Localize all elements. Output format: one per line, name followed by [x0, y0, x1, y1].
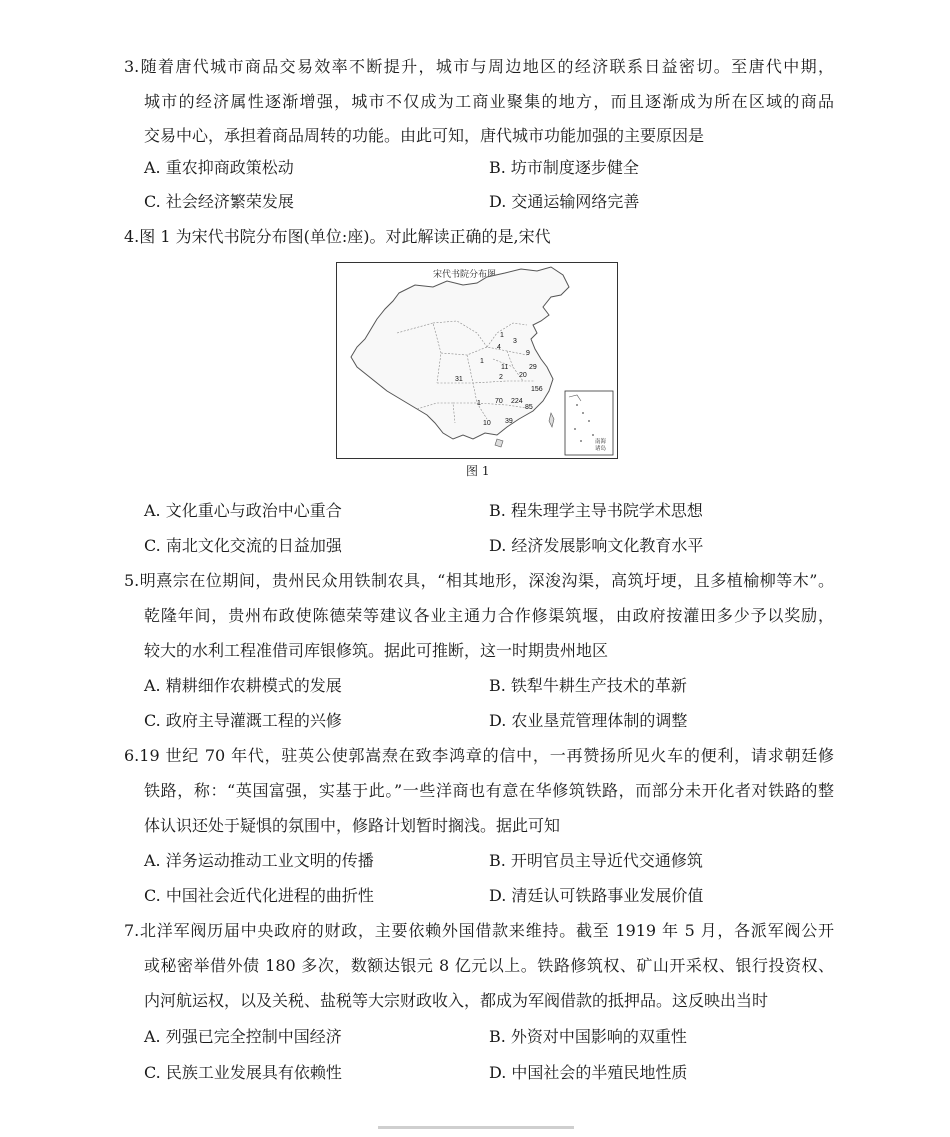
region-value: 39 — [505, 418, 513, 425]
question-4-option-b: B. 程朱理学主导书院学术思想 — [489, 501, 703, 520]
question-4-option-c: C. 南北文化交流的日益加强 — [144, 536, 342, 555]
question-7-option-b: B. 外资对中国影响的双重性 — [489, 1027, 687, 1046]
region-value: 1 — [477, 400, 481, 407]
region-value: 1 — [500, 332, 504, 339]
question-5-option-b: B. 铁犁牛耕生产技术的革新 — [489, 676, 687, 695]
question-6-option-a: A. 洋务运动推动工业文明的传播 — [144, 851, 374, 870]
question-6-option-d: D. 清廷认可铁路事业发展价值 — [489, 886, 704, 905]
region-value: 3 — [513, 338, 517, 345]
page-footer-mark — [378, 1126, 574, 1129]
question-4-stem-line-1: 4.图 1 为宋代书院分布图(单位:座)。对此解读正确的是,宋代 — [124, 227, 551, 246]
question-5-option-d: D. 农业垦荒管理体制的调整 — [489, 711, 688, 730]
region-value: 4 — [497, 344, 501, 351]
question-5-option-c: C. 政府主导灌溉工程的兴修 — [144, 711, 342, 730]
region-value: 29 — [529, 364, 537, 371]
china-map-figure — [337, 263, 617, 458]
question-5-stem-line-3: 较大的水利工程准借司库银修筑。据此可推断，这一时期贵州地区 — [144, 641, 609, 660]
map-title: 宋代书院分布图 — [433, 269, 497, 279]
question-4-option-a: A. 文化重心与政治中心重合 — [144, 501, 342, 520]
question-3-stem-line-1: 3.随着唐代城市商品交易效率不断提升，城市与周边地区的经济联系日益密切。至唐代中期， — [124, 57, 834, 76]
region-value: 70 — [495, 398, 503, 405]
question-3-option-a: A. 重农抑商政策松动 — [144, 158, 294, 177]
question-7-stem-line-3: 内河航运权，以及关税、盐税等大宗财政收入，都成为军阀借款的抵押品。这反映出当时 — [144, 991, 769, 1010]
question-7-option-d: D. 中国社会的半殖民地性质 — [489, 1063, 688, 1082]
hainan-island — [495, 439, 503, 447]
question-6-option-b: B. 开明官员主导近代交通修筑 — [489, 851, 703, 870]
question-4-option-d: D. 经济发展影响文化教育水平 — [489, 536, 704, 555]
question-7-option-a: A. 列强已完全控制中国经济 — [144, 1027, 342, 1046]
question-3-option-d: D. 交通运输网络完善 — [489, 192, 640, 211]
region-value: 9 — [526, 350, 530, 357]
question-7-option-c: C. 民族工业发展具有依赖性 — [144, 1063, 342, 1082]
region-value: 31 — [455, 376, 463, 383]
region-value: 11 — [501, 364, 509, 371]
question-3-stem-line-3: 交易中心，承担着商品周转的功能。由此可知，唐代城市功能加强的主要原因是 — [144, 126, 705, 145]
song-academy-map — [336, 262, 618, 459]
region-value: 224 — [511, 398, 523, 405]
question-7-stem-line-1: 7.北洋军阀历届中央政府的财政，主要依赖外国借款来维持。截至 1919 年 5 月，各派军阀公开 — [124, 921, 834, 940]
question-3-option-b: B. 坊市制度逐步健全 — [489, 158, 639, 177]
question-6-stem-line-1: 6.19 世纪 70 年代，驻英公使郭嵩焘在致李鸿章的信中，一再赞扬所见火车的便利，请求朝廷修 — [124, 746, 834, 765]
china-outline — [351, 267, 569, 439]
region-value: 2 — [499, 374, 503, 381]
region-value: 85 — [525, 404, 533, 411]
question-6-stem-line-3: 体认识还处于疑惧的氛围中，修路计划暂时搁浅。据此可知 — [144, 816, 561, 835]
region-value: 156 — [531, 386, 543, 393]
inset-label: 诸岛 — [595, 446, 607, 452]
region-value: 20 — [519, 372, 527, 379]
figure-caption: 图 1 — [466, 464, 490, 478]
question-5-stem-line-1: 5.明熹宗在位期间，贵州民众用铁制农具，“相其地形，深浚沟渠，高筑圩埂，且多植榆柳等木”。 — [124, 571, 834, 590]
question-3-option-c: C. 社会经济繁荣发展 — [144, 192, 294, 211]
question-6-stem-line-2: 铁路，称：“英国富强，实基于此。”一些洋商也有意在华修筑铁路，而部分未开化者对铁路的整 — [144, 781, 834, 800]
taiwan-island — [549, 413, 554, 427]
question-6-option-c: C. 中国社会近代化进程的曲折性 — [144, 886, 374, 905]
question-3-stem-line-2: 城市的经济属性逐渐增强，城市不仅成为工商业聚集的地方，而且逐渐成为所在区域的商品 — [144, 92, 834, 111]
region-value: 1 — [480, 358, 484, 365]
question-5-option-a: A. 精耕细作农耕模式的发展 — [144, 676, 342, 695]
region-value: 10 — [483, 420, 491, 427]
question-5-stem-line-2: 乾隆年间，贵州布政使陈德荣等建议各业主通力合作修渠筑堰，由政府按灌田多少予以奖励， — [144, 606, 834, 625]
inset-label: 南海 — [595, 439, 607, 445]
question-7-stem-line-2: 或秘密举借外债 180 多次，数额达银元 8 亿元以上。铁路修筑权、矿山开采权、银行投资权、 — [144, 956, 834, 975]
